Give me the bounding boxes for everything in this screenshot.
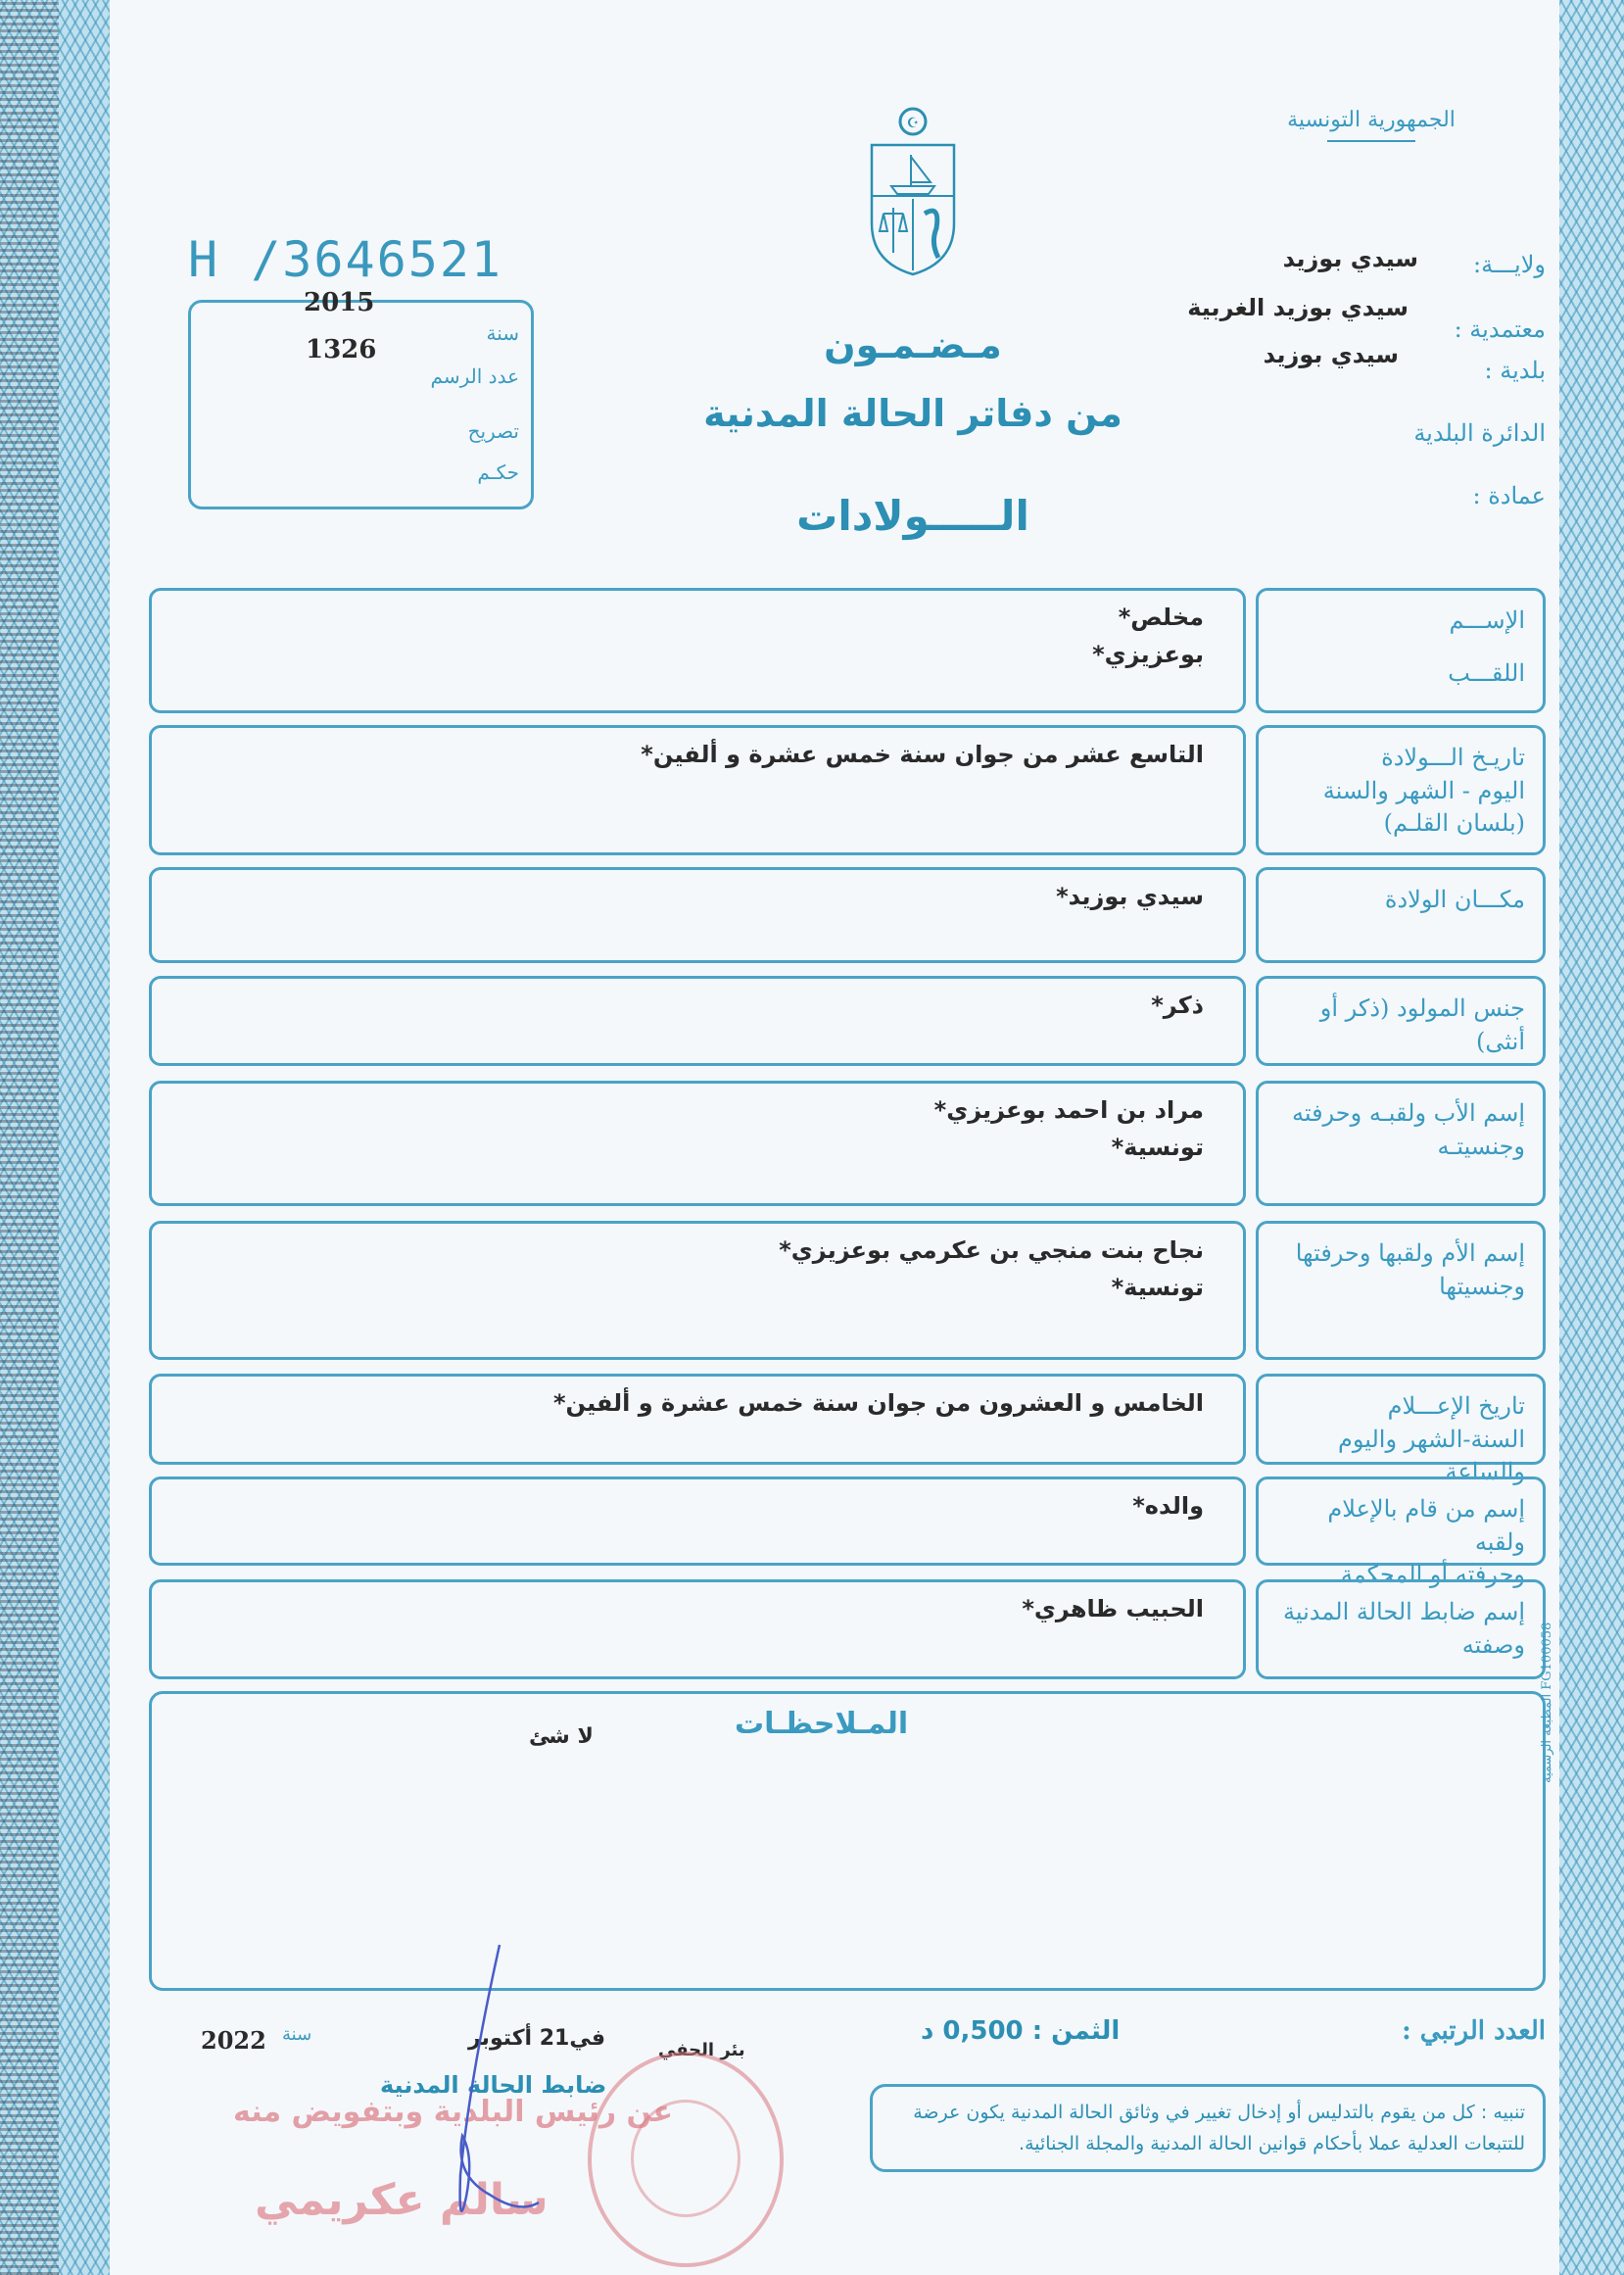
title-line3: الـــــولادات — [796, 492, 1029, 540]
field-value — [149, 1221, 1246, 1360]
coat-of-arms-icon — [862, 106, 964, 278]
security-border-left — [0, 0, 110, 2275]
officer-title: ضابط الحالة المدنية — [380, 2071, 607, 2099]
remarks-value: لا شئ — [529, 1724, 594, 1749]
field-label — [1256, 976, 1546, 1066]
field-value — [149, 1374, 1246, 1465]
omda-label: عمادة : — [1472, 482, 1546, 509]
field-label-line: الإســـم — [1449, 606, 1525, 634]
printer-mark: المطبعة الرسمية FG100058 — [1540, 1622, 1554, 1783]
field-value-line: بوعزيزي* — [1092, 641, 1204, 669]
field-value-line: الحبيب ظاهري* — [1022, 1595, 1204, 1622]
municipality-value: سيدي بوزيد — [1263, 341, 1399, 368]
authorization-stamp: عن رئيس البلدية وبتفويض منه — [233, 2095, 674, 2129]
field-value-line: ذكر* — [1151, 992, 1204, 1019]
field-label-line: وصفته — [1461, 1630, 1525, 1659]
field-label — [1256, 867, 1546, 963]
declaration-label: تصريح — [467, 419, 519, 443]
stamp-name: سالم عكريمي — [255, 2175, 549, 2225]
governorate-value: سيدي بوزيد — [1282, 245, 1418, 272]
title-line1: مـضـمـون — [824, 323, 1002, 366]
field-label-line: جنس المولود (ذكر أو أنثى) — [1319, 994, 1525, 1055]
field-label — [1256, 588, 1546, 713]
price: الثمن : 0,500 د — [921, 2016, 1121, 2046]
field-label-line: اللقـــب — [1448, 658, 1525, 687]
field-value-line: مراد بن احمد بوعزيزي* — [933, 1096, 1204, 1124]
field-value — [149, 867, 1246, 963]
field-label-line: مكـــان الولادة — [1384, 886, 1525, 913]
judgment-label: حكـم — [477, 460, 519, 484]
register-number: 1326 — [306, 335, 377, 364]
field-label — [1256, 1374, 1546, 1486]
district-label: الدائرة البلدية — [1413, 419, 1546, 447]
field-label-line: وحرفته أو المحكمة — [1340, 1561, 1525, 1589]
delegation-value: سيدي بوزيد الغربية — [1187, 294, 1409, 321]
field-value — [149, 1476, 1246, 1566]
republic-label: الجمهورية التونسية — [1283, 108, 1459, 142]
number-label: عدد الرسم — [430, 364, 519, 388]
field-value-line: تونسية* — [1111, 1134, 1204, 1162]
field-label-line: (بلسان القلـم) — [1383, 809, 1525, 838]
governorate-label: ولايـــة: — [1472, 251, 1546, 278]
security-border-right — [1559, 0, 1624, 2275]
field-label — [1256, 1579, 1546, 1679]
field-value-line: تونسية* — [1111, 1274, 1204, 1302]
field-label-line: إسم من قام بالإعلام ولقبه — [1327, 1495, 1525, 1556]
field-label-line: وجنسيتها — [1439, 1272, 1525, 1300]
signature-icon — [431, 1940, 568, 2253]
field-value-line: والده* — [1132, 1492, 1204, 1520]
issue-year: 2022 — [201, 2026, 266, 2055]
issue-date: في21 أكتوبر — [468, 2026, 606, 2051]
field-label-line: اليوم - الشهر والسنة — [1322, 776, 1525, 804]
field-label-line: إسم الأم ولقبها وحرفتها — [1295, 1239, 1525, 1267]
field-label-line: إسم ضابط الحالة المدنية — [1283, 1598, 1525, 1625]
field-value — [149, 976, 1246, 1066]
field-value-line: الخامس و العشرون من جوان سنة خمس عشرة و ألفين* — [552, 1389, 1204, 1417]
field-label-line: تاريخ الإعـــلام — [1387, 1392, 1525, 1420]
field-label — [1256, 1081, 1546, 1206]
year-label-footer: سنة — [282, 2024, 312, 2045]
title-line2: من دفاتر الحالة المدنية — [703, 392, 1122, 435]
field-label — [1256, 1476, 1546, 1589]
field-label-line: إسم الأب ولقبـه وحرفته — [1291, 1099, 1525, 1127]
field-value — [149, 725, 1246, 855]
svg-text:☪: ☪ — [906, 116, 920, 131]
delegation-label: معتمدية : — [1454, 315, 1546, 343]
serial-number: H /3646521 — [188, 231, 503, 288]
field-value-line: مخلص* — [1118, 604, 1204, 631]
field-label-line: تاريـخ الـــولادة — [1381, 744, 1525, 771]
field-value-line: التاسع عشر من جوان سنة خمس عشرة و ألفين* — [641, 741, 1204, 768]
field-value — [149, 588, 1246, 713]
field-value-line: سيدي بوزيد* — [1056, 883, 1204, 910]
year-label: سنة — [486, 321, 519, 345]
field-value-line: نجاح بنت منجي بن عكرمي بوعزيزي* — [779, 1236, 1204, 1264]
issue-place: بئر الحفي — [658, 2040, 745, 2060]
municipal-seal-icon — [588, 2052, 784, 2267]
field-label — [1256, 725, 1546, 855]
field-value — [149, 1081, 1246, 1206]
field-label-line: وجنسيتـه — [1437, 1132, 1525, 1160]
remarks-label: المـلاحظـات — [735, 1707, 909, 1741]
legal-notice: تنبيه : كل من يقوم بالتدليس أو إدخال تغيير في وثائق الحالة المدنية يكون عرضة للتتبعات العدلية عملا بأحكام قوانين الحالة المدنية والمجلة الجنائية. — [870, 2084, 1546, 2172]
register-year: 2015 — [304, 288, 375, 317]
serial-label: العدد الرتبي : — [1402, 2016, 1546, 2046]
municipality-label: بلدية : — [1484, 357, 1546, 384]
field-value — [149, 1579, 1246, 1679]
field-label — [1256, 1221, 1546, 1360]
field-label-line: السنة-الشهر واليوم والساعة — [1337, 1425, 1525, 1486]
